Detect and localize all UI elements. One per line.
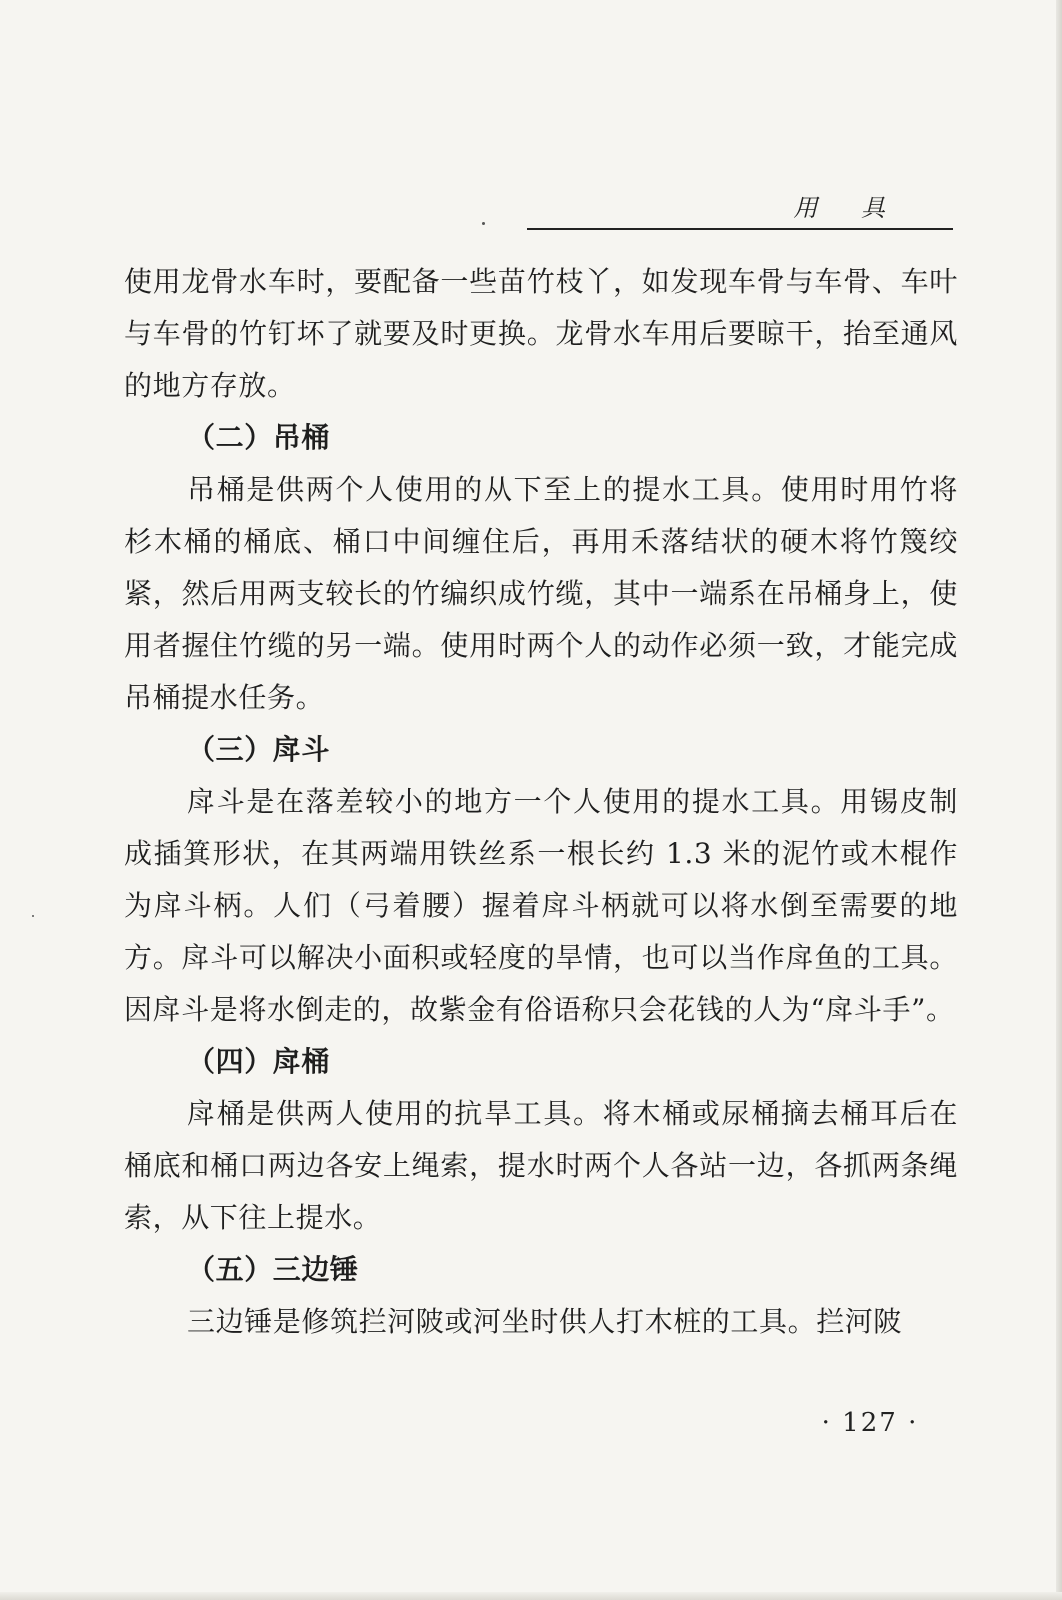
paragraph-scoop-bucket: 戽桶是供两人使用的抗旱工具。将木桶或尿桶摘去桶耳后在桶底和桶口两边各安上绳索，提水时两个人各站一边，各抓两条绳索，从下往上提水。 [124, 1097, 958, 1234]
paragraph-hanging-bucket: 吊桶是供两个人使用的从下至上的提水工具。使用时用竹将杉木桶的桶底、桶口中间缠住后，再用禾落结状的硬木将竹篾绞紧，然后用两支较长的竹编织成竹缆，其中一端系在吊桶身上，使用者握住竹缆的另一端。使用时两个人的动作必须一致，才能完成吊桶提水任务。 [124, 473, 958, 714]
page-bottom-edge [0, 1592, 1062, 1600]
paragraph-three-sided-hammer: 三边锤是修筑拦河陂或河坐时供人打木桩的工具。拦河陂 [187, 1305, 903, 1338]
section-heading-scoop: （三）戽斗 [187, 733, 331, 766]
body-text [124, 256, 958, 1348]
running-header-title: 用 具 [793, 194, 903, 222]
header-rule [527, 228, 953, 230]
scan-speck [482, 222, 485, 225]
section-heading-hanging-bucket: （二）吊桶 [187, 421, 331, 454]
paragraph-dragon-bone-waterwheel-care: 使用龙骨水车时，要配备一些苗竹枝丫，如发现车骨与车骨、车叶与车骨的竹钉坏了就要及时更换。龙骨水车用后要晾干，抬至通风的地方存放。 [124, 265, 958, 402]
section-heading-three-sided-hammer: （五）三边锤 [187, 1253, 359, 1286]
scan-speck [32, 915, 34, 917]
section-heading-scoop-bucket: （四）戽桶 [187, 1045, 331, 1078]
paragraph-scoop: 戽斗是在落差较小的地方一个人使用的提水工具。用锡皮制成插箕形状，在其两端用铁丝系一根长约 1.3 米的泥竹或木棍作为戽斗柄。人们（弓着腰）握着戽斗柄就可以将水倒至需要的地方。戽斗可以解决小面积或轻度的旱情，也可以当作戽鱼的工具。因戽斗是将水倒走的，故紫金有俗语称只会花钱的人为“戽斗手”。 [124, 785, 958, 1026]
page-edge-shadow [1056, 0, 1062, 1600]
page-number: · 127 · [821, 1408, 919, 1438]
